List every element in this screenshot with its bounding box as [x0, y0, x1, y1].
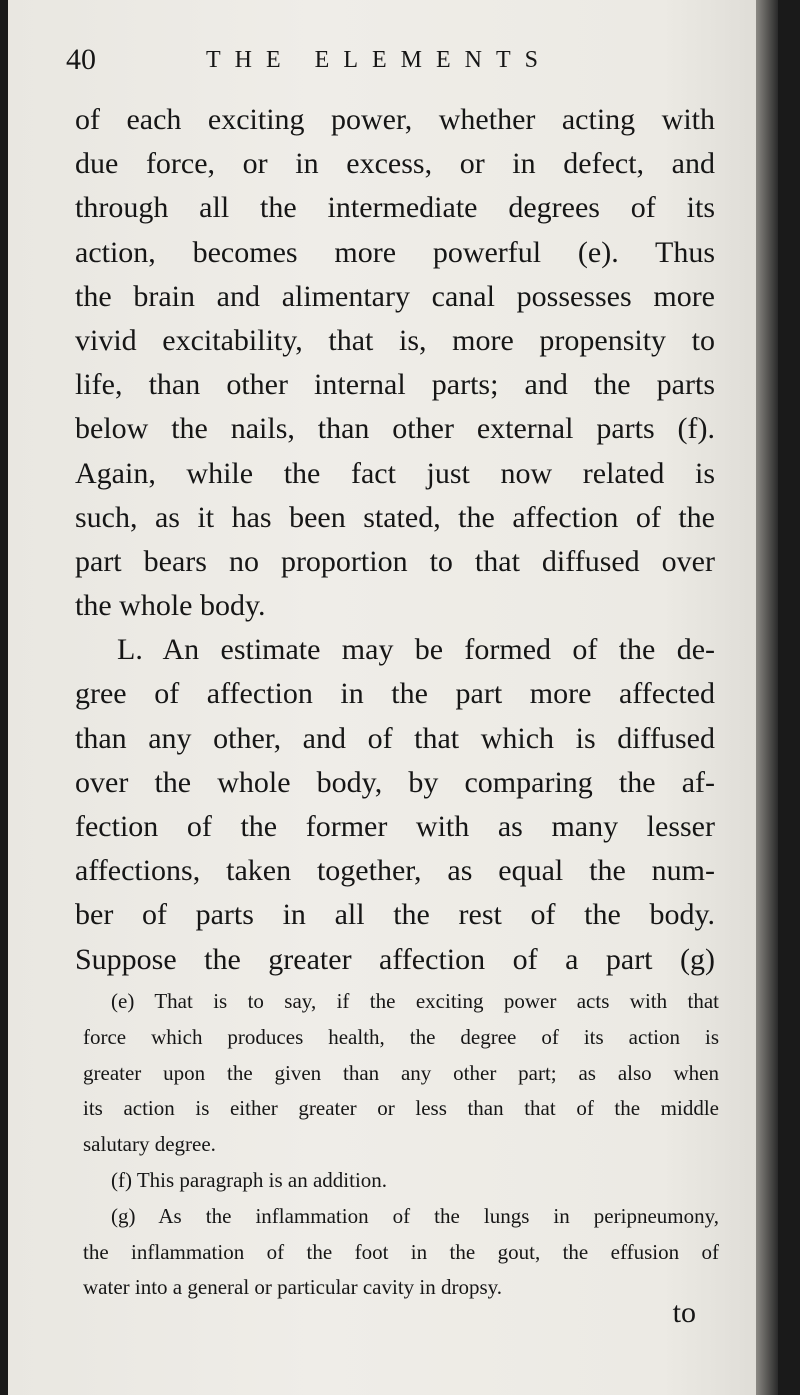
body-line: L. An estimate may be formed of the de-: [117, 633, 715, 667]
body-line: the brain and alimentary canal possesses more: [75, 279, 715, 313]
footnotes: [83, 984, 719, 1306]
running-header: [66, 42, 706, 82]
body-line: of each exciting power, whether acting with: [75, 103, 715, 136]
footnote-line: (f) This paragraph is an addition.: [111, 1167, 388, 1192]
body-line: Suppose the greater affection of a part (g): [75, 942, 715, 976]
body-line: affections, taken together, as equal the num-: [75, 854, 715, 888]
footnote-line: its action is either greater or less than that of the middle: [83, 1096, 719, 1121]
body-line: over the whole body, by comparing the af-: [75, 765, 715, 799]
body-line: than any other, and of that which is diffused: [75, 721, 715, 755]
running-title: THE ELEMENTS: [206, 47, 552, 73]
catchword: to: [672, 1296, 696, 1329]
footnote-line: force which produces health, the degree of its action is: [83, 1024, 719, 1049]
body-line: vivid excitability, that is, more propensity to: [75, 323, 715, 357]
footnote-line: (g) As the inflammation of the lungs in peripneumony,: [111, 1203, 719, 1228]
page-number: 40: [66, 43, 96, 76]
body-line: life, than other internal parts; and the parts: [75, 368, 715, 402]
footnote-line: the inflammation of the foot in the gout, the effusion of: [83, 1239, 719, 1264]
body-line: through all the intermediate degrees of its: [75, 191, 715, 225]
book-page: [8, 0, 778, 1395]
body-line: action, becomes more powerful (e). Thus: [75, 235, 715, 269]
body-line: such, as it has been stated, the affection of the: [75, 500, 715, 534]
footnote-line: salutary degree.: [83, 1132, 216, 1157]
body-line: gree of affection in the part more affected: [75, 677, 715, 711]
body-line: due force, or in excess, or in defect, and: [75, 147, 715, 181]
body-line: the whole body.: [75, 589, 266, 623]
body-line: ber of parts in all the rest of the body.: [75, 898, 715, 932]
body-line: Again, while the fact just now related is: [75, 456, 715, 490]
body-line: below the nails, than other external parts (f).: [75, 412, 715, 446]
footnote-line: (e) That is to say, if the exciting power acts with that: [111, 989, 719, 1013]
footnote-line: greater upon the given than any other part; as also when: [83, 1060, 719, 1085]
footnote-line: water into a general or particular cavity in dropsy.: [83, 1275, 503, 1300]
body-line: part bears no proportion to that diffused over: [75, 544, 715, 578]
page-edge-shadow: [756, 0, 778, 1395]
body-text: [75, 98, 715, 982]
body-line: fection of the former with as many lesser: [75, 810, 715, 843]
